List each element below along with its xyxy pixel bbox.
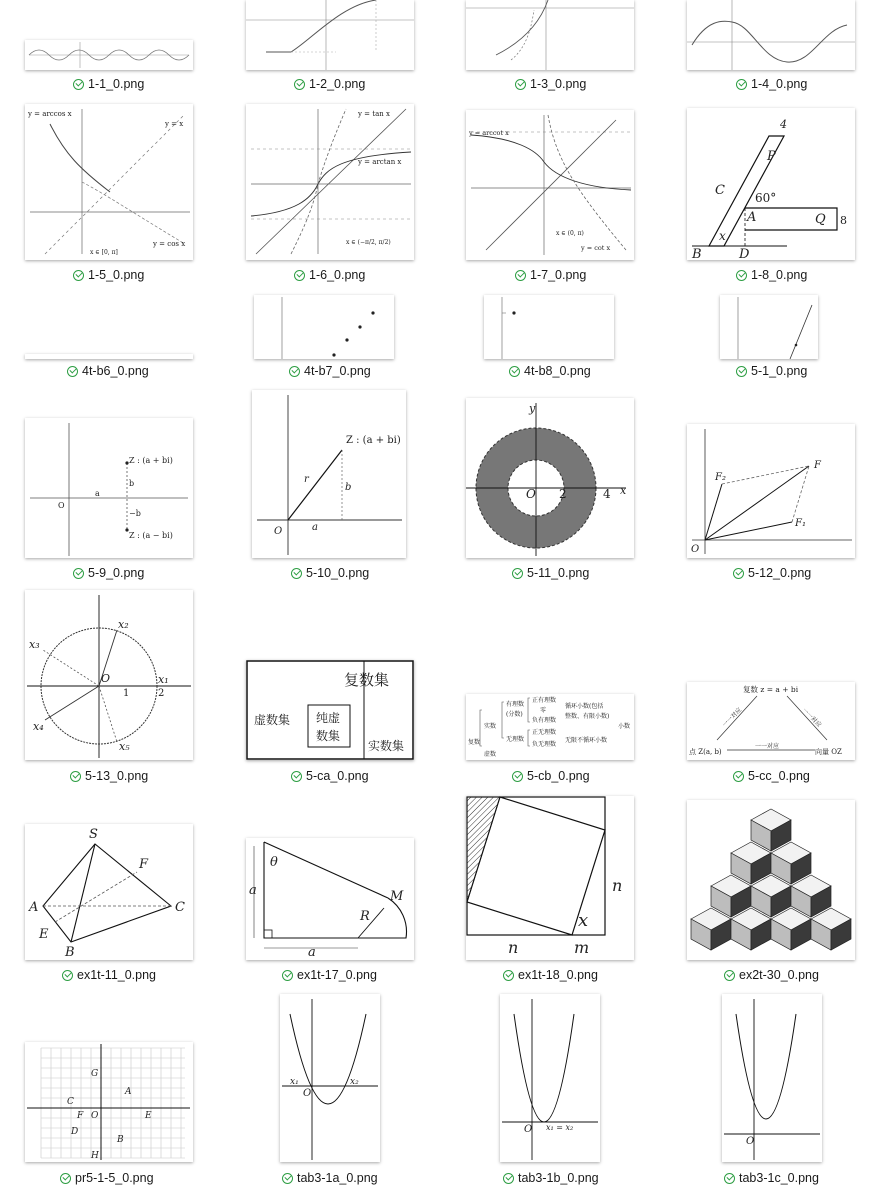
file-caption[interactable] [503,968,598,982]
label: 负有理数 [532,717,557,724]
cube-shape [771,908,811,950]
check-circle-icon [512,771,523,782]
file-name: tab3-1b_0.png [518,1171,599,1185]
label: Q [815,212,826,227]
thumbnail-ex1t-17[interactable] [246,838,414,960]
thumbnail-1-4[interactable] [687,0,855,70]
check-circle-icon [503,970,514,981]
file-caption[interactable] [724,968,819,982]
coordinate-grid-thumbnail [25,1042,193,1162]
label: x₁ [290,1077,299,1087]
file-name: 5-1_0.png [751,364,808,378]
file-name: 1-5_0.png [88,268,145,282]
check-circle-icon [67,366,78,377]
label: O [691,544,700,555]
label: 复数集 [344,671,390,689]
label: F [139,857,149,872]
sine-wave-thumbnail [25,40,193,70]
label: 点 Z(a, b) [689,748,722,756]
check-circle-icon [724,1173,735,1184]
label: x₂ [118,618,129,631]
label: O [303,1088,312,1099]
thumbnail-5-12[interactable] [687,424,855,558]
label: y = tan x [358,110,390,118]
check-circle-icon [294,270,305,281]
complex-vector-figure-thumbnail [252,390,406,558]
file-caption[interactable] [289,364,371,378]
thumbnail-1-1[interactable] [25,40,193,70]
label: x₃ [29,638,40,651]
thumbnail-tab3-1c[interactable] [722,994,822,1162]
thumbnail-5-1[interactable] [720,295,818,359]
label: r [304,474,309,485]
check-circle-icon [736,79,747,90]
label: P [767,149,776,164]
file-name: ex1t-18_0.png [518,968,598,982]
file-name: tab3-1a_0.png [297,1171,378,1185]
parabola-two-roots-thumbnail [280,994,380,1162]
check-circle-icon [733,568,744,579]
file-caption[interactable] [724,1171,819,1185]
label: b [345,482,352,493]
label: 2 [158,688,165,699]
label: 循环小数(包括 [565,703,604,710]
check-circle-icon [509,366,520,377]
line-plot-thumbnail [720,295,818,359]
thumbnail-ex1t-11[interactable] [25,824,193,960]
label: O [526,487,536,501]
file-caption[interactable] [512,769,590,783]
file-name: 1-4_0.png [751,77,808,91]
thumbnail-ex2t-30[interactable] [687,800,855,960]
label: Z : (a − bi) [129,531,173,540]
cube-shape [731,908,771,950]
thumbnail-4t-b6[interactable] [25,354,193,359]
label: D [739,247,750,260]
file-caption[interactable] [736,268,807,282]
label: x₁ = x₂ [546,1123,574,1132]
label: B [692,247,702,260]
thumbnail-1-8[interactable] [687,108,855,260]
file-caption[interactable] [733,566,811,580]
file-caption[interactable] [509,364,591,378]
label: O [101,672,111,685]
conjugate-complex-figure-thumbnail [25,418,193,558]
file-name: 4t-b7_0.png [304,364,371,378]
file-caption[interactable] [736,77,807,91]
label: m [574,938,590,957]
squares-proof-thumbnail [466,796,634,960]
label: y = x [165,120,184,128]
file-name: 5-10_0.png [306,566,370,580]
cube-shape [791,875,831,917]
geometry-figure-thumbnail [687,108,855,260]
label: B [65,945,75,960]
sector-geometry-thumbnail [246,838,414,960]
check-circle-icon [73,79,84,90]
label: x ∈ (−π/2, π/2) [346,239,391,246]
thumbnail-5-11[interactable] [466,398,634,558]
label: x [620,484,627,497]
file-name: 1-1_0.png [88,77,145,91]
file-name: 5-13_0.png [85,769,149,783]
label: F₂ [715,472,726,483]
cube-shape [811,908,851,950]
label: n [612,876,623,895]
check-circle-icon [73,270,84,281]
thumbnail-ex1t-18[interactable] [466,796,634,960]
label: 虚数集 [254,713,291,727]
label: 整数、有限小数) [565,713,610,720]
file-name: ex2t-30_0.png [739,968,819,982]
check-circle-icon [515,270,526,281]
cube-shape [771,842,811,884]
thumbnail-5-13[interactable] [25,590,193,760]
file-caption[interactable] [291,769,369,783]
label: x ∈ [0, π] [90,249,118,256]
file-name: 5-cb_0.png [527,769,590,783]
label: C [67,1097,74,1107]
force-parallelogram-thumbnail [687,424,855,558]
label: a [308,945,316,960]
arcsin-graph-thumbnail [246,0,414,70]
label: Z : (a + bi) [346,435,401,446]
label: 数集 [316,729,341,743]
cube-shape [751,809,791,851]
parabola-no-root-thumbnail [722,994,822,1162]
label: y = arccot x [469,129,509,137]
label: y = cos x [153,240,186,248]
thumbnail-5-10[interactable] [252,390,406,558]
file-caption[interactable] [294,268,365,282]
thumbnail-4t-b7[interactable] [254,295,394,359]
thumbnail-1-3[interactable] [466,0,634,70]
label: 一一对应 [721,706,744,729]
check-circle-icon [515,79,526,90]
cube-shape [711,875,751,917]
thumbnail-1-2[interactable] [246,0,414,70]
file-caption[interactable] [291,566,369,580]
check-circle-icon [60,1173,71,1184]
label: F₁ [795,518,806,529]
label: 纯虚 [316,711,341,725]
label: O [524,1124,533,1135]
label: −b [129,509,141,518]
thumbnail-5-9[interactable] [25,418,193,558]
label: 1 [123,688,130,699]
label: θ [270,855,278,870]
check-circle-icon [736,366,747,377]
scatter-thumbnail [254,295,394,359]
label: x ∈ (0, π) [556,230,584,237]
thumbnail-5-cb[interactable] [466,694,634,760]
thumbnail-5-cc[interactable] [687,682,855,760]
label: G [91,1069,99,1079]
parabola-double-root-thumbnail [500,994,600,1162]
label: y = arctan x [358,158,402,166]
file-caption[interactable] [60,1171,154,1185]
thumbnail-tab3-1a[interactable] [280,994,380,1162]
file-caption[interactable] [515,77,586,91]
check-circle-icon [512,568,523,579]
thumbnail-tab3-1b[interactable] [500,994,600,1162]
check-circle-icon [70,771,81,782]
label: x₂ [350,1077,359,1087]
cube-shape [691,908,731,950]
label: F [814,460,821,471]
label: x₄ [33,720,44,733]
label: x [719,229,726,243]
thumbnail-1-7[interactable] [466,110,634,260]
label: A [747,210,757,225]
file-caption[interactable] [282,1171,378,1185]
tetrahedron-figure-thumbnail [25,824,193,960]
check-circle-icon [289,366,300,377]
label: y = cot x [581,244,611,252]
label: 60° [755,191,777,205]
check-circle-icon [282,1173,293,1184]
file-name: 5-ca_0.png [306,769,369,783]
label: b [129,479,135,488]
label: F [77,1111,84,1121]
label: 有理数 [506,701,525,708]
check-circle-icon [736,270,747,281]
file-name: ex1t-11_0.png [77,968,156,982]
label: a [95,489,100,498]
label: O [274,526,283,537]
file-name: 1-8_0.png [751,268,808,282]
file-caption[interactable] [294,77,365,91]
label: H [91,1151,99,1161]
correspondence-triangle-thumbnail [687,682,855,760]
label: C [175,900,185,915]
label: 小数 [618,723,631,730]
cube-pyramid-thumbnail [687,800,855,960]
file-name: 5-12_0.png [748,566,812,580]
label: 零 [540,707,547,714]
label: O [91,1111,99,1121]
label: 向量 OZ [815,748,842,756]
label: 4 [603,487,611,501]
label: y [529,402,536,415]
thumbnail-pr5-1-5[interactable] [25,1042,193,1162]
check-circle-icon [733,771,744,782]
file-caption[interactable] [62,968,156,982]
cube-shape [731,842,771,884]
arccos-graph-thumbnail [25,104,193,260]
file-caption[interactable] [503,1171,599,1185]
number-classification-thumbnail [466,694,634,760]
label: Z : (a + bi) [129,456,173,465]
file-caption[interactable] [67,364,149,378]
cosine-graph-thumbnail [687,0,855,70]
annulus-figure-thumbnail [466,398,634,558]
unit-circle-roots-thumbnail [25,590,193,760]
label: O [746,1136,755,1147]
label: S [89,827,98,842]
file-name: 5-11_0.png [527,566,590,580]
file-name: 1-3_0.png [530,77,587,91]
arccot-graph-thumbnail [466,110,634,260]
label: 虚数 [484,751,497,758]
file-name: 5-9_0.png [88,566,145,580]
file-caption[interactable] [73,268,144,282]
thumbnail-5-ca[interactable] [246,660,414,760]
file-name: 4t-b6_0.png [82,364,149,378]
file-name: 1-6_0.png [309,268,366,282]
file-name: ex1t-17_0.png [297,968,377,982]
thumbnail-4t-b8[interactable] [484,295,614,359]
label: A [29,900,39,915]
label: 复数 z = a + bi [743,685,799,694]
label: n [508,938,519,957]
file-caption[interactable] [733,769,810,783]
label: B [117,1135,124,1145]
file-caption[interactable] [73,77,144,91]
file-caption[interactable] [70,769,148,783]
label: x [578,910,589,931]
check-circle-icon [724,970,735,981]
label: M [390,889,404,904]
check-circle-icon [282,970,293,981]
label: C [715,183,725,198]
file-name: 1-2_0.png [309,77,366,91]
label: O [58,501,65,510]
label: A [125,1087,132,1097]
file-caption[interactable] [282,968,377,982]
label: x₁ [158,673,169,686]
file-name: 4t-b8_0.png [524,364,591,378]
file-caption[interactable] [73,566,144,580]
label: y = arccos x [28,110,72,118]
tan-graph-thumbnail [466,0,634,70]
label: 正有理数 [532,697,557,704]
thumbnail-1-5[interactable] [25,104,193,260]
check-circle-icon [294,79,305,90]
label: 4 [780,118,787,131]
label: 一一对应 [800,706,823,729]
label: 一一对应 [755,743,780,750]
scatter-thumbnail [484,295,614,359]
label: 实数 [484,723,497,730]
label: 无理数 [506,736,525,743]
label: a [249,883,257,898]
label: R [360,909,370,924]
check-circle-icon [291,568,302,579]
file-caption[interactable] [512,566,589,580]
label: a [312,522,318,533]
label: 负无理数 [532,741,557,748]
complex-set-diagram-thumbnail [246,660,414,760]
label: 正无理数 [532,729,557,736]
label: (分数) [506,711,523,718]
check-circle-icon [291,771,302,782]
file-name: pr5-1-5_0.png [75,1171,154,1185]
label: D [71,1127,79,1137]
check-circle-icon [73,568,84,579]
file-name: 1-7_0.png [530,268,587,282]
check-circle-icon [62,970,73,981]
file-caption[interactable] [736,364,807,378]
check-circle-icon [503,1173,514,1184]
cube-shape [751,875,791,917]
label: E [39,927,49,942]
label: E [145,1111,152,1121]
thumbnail-1-6[interactable] [246,104,414,260]
label: 复数 [468,739,481,746]
file-name: 5-cc_0.png [748,769,810,783]
label: 实数集 [368,739,405,753]
arctan-graph-thumbnail [246,104,414,260]
label: 8 [840,214,847,227]
label: 2 [559,487,567,501]
label: 无限不循环小数 [565,737,608,744]
file-caption[interactable] [515,268,586,282]
label: x₅ [119,740,130,753]
file-name: tab3-1c_0.png [739,1171,819,1185]
